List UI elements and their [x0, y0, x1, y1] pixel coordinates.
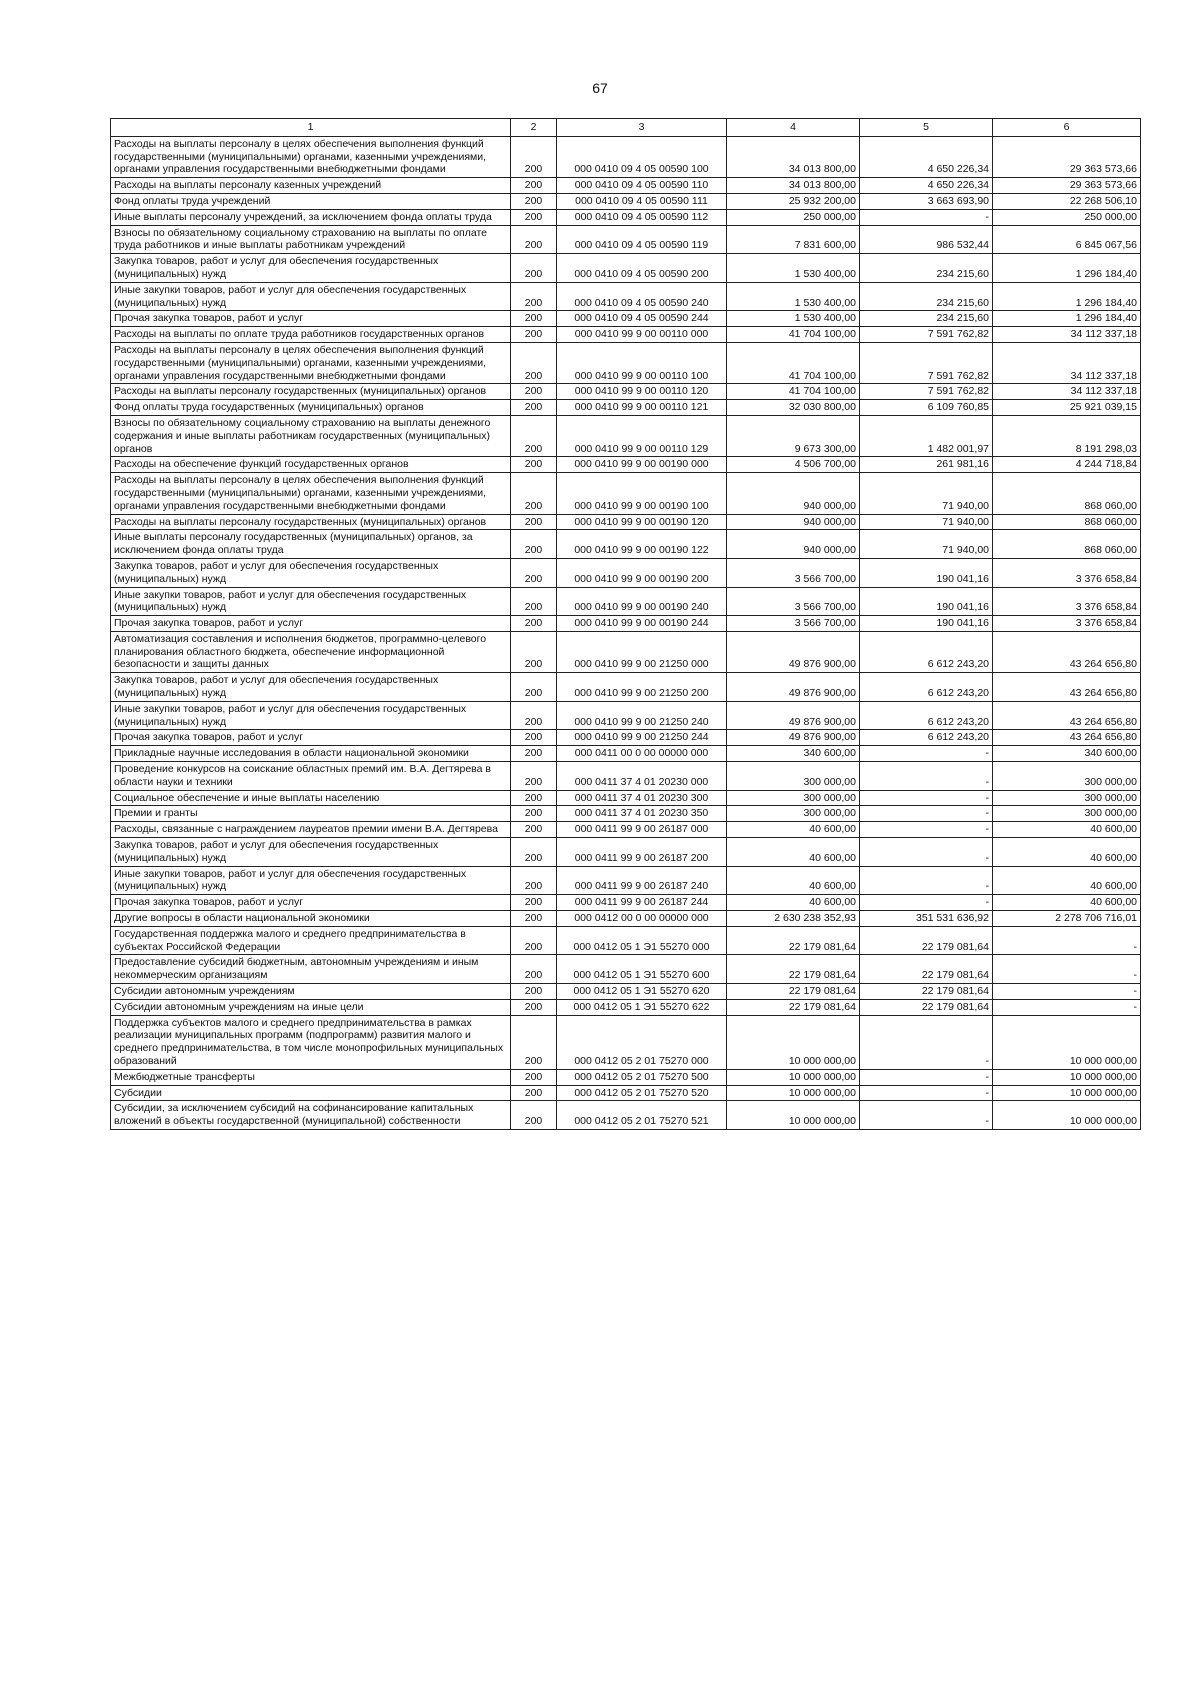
- row-executed-cell: -: [860, 1015, 993, 1069]
- column-header-3: 3: [557, 119, 727, 137]
- row-line-code-cell: 200: [511, 136, 557, 177]
- row-executed-cell: 234 215,60: [860, 254, 993, 283]
- row-executed-cell: 190 041,16: [860, 616, 993, 632]
- row-unexecuted-cell: 43 264 656,80: [993, 631, 1141, 672]
- table-row: [111, 895, 1141, 911]
- row-name-cell: Прочая закупка товаров, работ и услуг: [111, 895, 511, 911]
- row-approved-cell: 1 530 400,00: [727, 254, 860, 283]
- row-approved-cell: 41 704 100,00: [727, 327, 860, 343]
- row-line-code-cell: 200: [511, 1015, 557, 1069]
- row-budget-code-cell: 000 0412 05 2 01 75270 520: [557, 1085, 727, 1101]
- row-unexecuted-cell: -: [993, 984, 1141, 1000]
- row-budget-code-cell: 000 0412 05 1 Э1 55270 620: [557, 984, 727, 1000]
- row-unexecuted-cell: 3 376 658,84: [993, 587, 1141, 616]
- row-approved-cell: 10 000 000,00: [727, 1069, 860, 1085]
- row-name-cell: Прочая закупка товаров, работ и услуг: [111, 730, 511, 746]
- row-line-code-cell: 200: [511, 822, 557, 838]
- row-line-code-cell: 200: [511, 415, 557, 456]
- table-row: [111, 136, 1141, 177]
- row-line-code-cell: 200: [511, 400, 557, 416]
- row-budget-code-cell: 000 0410 09 4 05 00590 240: [557, 282, 727, 311]
- row-approved-cell: 10 000 000,00: [727, 1085, 860, 1101]
- row-approved-cell: 940 000,00: [727, 473, 860, 514]
- row-unexecuted-cell: 43 264 656,80: [993, 701, 1141, 730]
- row-name-cell: Субсидии: [111, 1085, 511, 1101]
- row-unexecuted-cell: 25 921 039,15: [993, 400, 1141, 416]
- row-budget-code-cell: 000 0411 99 9 00 26187 000: [557, 822, 727, 838]
- row-executed-cell: 986 532,44: [860, 225, 993, 254]
- row-line-code-cell: 200: [511, 926, 557, 955]
- row-unexecuted-cell: 40 600,00: [993, 895, 1141, 911]
- row-budget-code-cell: 000 0411 37 4 01 20230 000: [557, 762, 727, 791]
- row-executed-cell: 7 591 762,82: [860, 342, 993, 383]
- row-executed-cell: 7 591 762,82: [860, 384, 993, 400]
- table-row: [111, 701, 1141, 730]
- row-budget-code-cell: 000 0410 99 9 00 00190 200: [557, 558, 727, 587]
- table-row: [111, 806, 1141, 822]
- row-unexecuted-cell: 4 244 718,84: [993, 457, 1141, 473]
- row-line-code-cell: 200: [511, 616, 557, 632]
- row-name-cell: Расходы на выплаты персоналу в целях обеспечения выполнения функций государственными (муниципальными) органами, казенными учреждениями, органами управления государственными внебюджетными фондами: [111, 136, 511, 177]
- row-line-code-cell: 200: [511, 984, 557, 1000]
- row-line-code-cell: 200: [511, 327, 557, 343]
- row-line-code-cell: 200: [511, 1085, 557, 1101]
- row-unexecuted-cell: 3 376 658,84: [993, 616, 1141, 632]
- row-name-cell: Фонд оплаты труда учреждений: [111, 193, 511, 209]
- table-row: [111, 473, 1141, 514]
- row-executed-cell: 22 179 081,64: [860, 955, 993, 984]
- row-name-cell: Субсидии автономным учреждениям на иные цели: [111, 999, 511, 1015]
- row-line-code-cell: 200: [511, 473, 557, 514]
- row-unexecuted-cell: 34 112 337,18: [993, 342, 1141, 383]
- row-budget-code-cell: 000 0410 09 4 05 00590 111: [557, 193, 727, 209]
- row-approved-cell: 1 530 400,00: [727, 311, 860, 327]
- row-unexecuted-cell: 34 112 337,18: [993, 327, 1141, 343]
- row-unexecuted-cell: 40 600,00: [993, 866, 1141, 895]
- row-approved-cell: 1 530 400,00: [727, 282, 860, 311]
- row-approved-cell: 49 876 900,00: [727, 701, 860, 730]
- row-approved-cell: 34 013 800,00: [727, 136, 860, 177]
- row-unexecuted-cell: 10 000 000,00: [993, 1101, 1141, 1130]
- row-executed-cell: -: [860, 746, 993, 762]
- row-unexecuted-cell: 300 000,00: [993, 762, 1141, 791]
- row-line-code-cell: 200: [511, 558, 557, 587]
- row-name-cell: Расходы на выплаты персоналу в целях обеспечения выполнения функций государственными (муниципальными) органами, казенными учреждениями, органами управления государственными внебюджетными фондами: [111, 473, 511, 514]
- row-budget-code-cell: 000 0410 99 9 00 00190 000: [557, 457, 727, 473]
- table-row: [111, 984, 1141, 1000]
- row-name-cell: Прикладные научные исследования в области национальной экономики: [111, 746, 511, 762]
- row-executed-cell: 22 179 081,64: [860, 999, 993, 1015]
- row-approved-cell: 34 013 800,00: [727, 178, 860, 194]
- table-row: [111, 1015, 1141, 1069]
- row-budget-code-cell: 000 0410 09 4 05 00590 200: [557, 254, 727, 283]
- row-name-cell: Прочая закупка товаров, работ и услуг: [111, 311, 511, 327]
- table-row: [111, 1085, 1141, 1101]
- row-line-code-cell: 200: [511, 342, 557, 383]
- row-line-code-cell: 200: [511, 838, 557, 867]
- row-line-code-cell: 200: [511, 457, 557, 473]
- row-approved-cell: 10 000 000,00: [727, 1101, 860, 1130]
- row-approved-cell: 2 630 238 352,93: [727, 911, 860, 927]
- row-name-cell: Фонд оплаты труда государственных (муниципальных) органов: [111, 400, 511, 416]
- row-approved-cell: 22 179 081,64: [727, 984, 860, 1000]
- row-executed-cell: 4 650 226,34: [860, 178, 993, 194]
- table-row: [111, 1101, 1141, 1130]
- row-executed-cell: 190 041,16: [860, 558, 993, 587]
- row-unexecuted-cell: 40 600,00: [993, 822, 1141, 838]
- table-row: [111, 1069, 1141, 1085]
- row-approved-cell: 49 876 900,00: [727, 730, 860, 746]
- row-line-code-cell: 200: [511, 225, 557, 254]
- row-budget-code-cell: 000 0410 99 9 00 00110 129: [557, 415, 727, 456]
- row-line-code-cell: 200: [511, 730, 557, 746]
- row-unexecuted-cell: 300 000,00: [993, 806, 1141, 822]
- row-unexecuted-cell: 868 060,00: [993, 514, 1141, 530]
- row-unexecuted-cell: -: [993, 926, 1141, 955]
- row-line-code-cell: 200: [511, 911, 557, 927]
- row-executed-cell: 4 650 226,34: [860, 136, 993, 177]
- row-line-code-cell: 200: [511, 790, 557, 806]
- table-row: [111, 327, 1141, 343]
- row-executed-cell: 1 482 001,97: [860, 415, 993, 456]
- row-executed-cell: 6 109 760,85: [860, 400, 993, 416]
- row-name-cell: Иные выплаты персоналу учреждений, за исключением фонда оплаты труда: [111, 209, 511, 225]
- row-unexecuted-cell: 250 000,00: [993, 209, 1141, 225]
- row-executed-cell: -: [860, 838, 993, 867]
- row-unexecuted-cell: 1 296 184,40: [993, 311, 1141, 327]
- row-executed-cell: 6 612 243,20: [860, 730, 993, 746]
- row-name-cell: Расходы на выплаты персоналу государственных (муниципальных) органов: [111, 514, 511, 530]
- row-unexecuted-cell: 40 600,00: [993, 838, 1141, 867]
- table-row: [111, 514, 1141, 530]
- row-budget-code-cell: 000 0410 99 9 00 00110 121: [557, 400, 727, 416]
- row-name-cell: Расходы на выплаты по оплате труда работников государственных органов: [111, 327, 511, 343]
- row-name-cell: Проведение конкурсов на соискание областных премий им. В.А. Дегтярева в области науки и техники: [111, 762, 511, 791]
- row-budget-code-cell: 000 0410 99 9 00 00190 100: [557, 473, 727, 514]
- row-approved-cell: 22 179 081,64: [727, 926, 860, 955]
- row-approved-cell: 940 000,00: [727, 530, 860, 559]
- row-approved-cell: 340 600,00: [727, 746, 860, 762]
- table-row: [111, 587, 1141, 616]
- row-name-cell: Иные выплаты персоналу государственных (муниципальных) органов, за исключением фонда оплаты труда: [111, 530, 511, 559]
- row-unexecuted-cell: 43 264 656,80: [993, 673, 1141, 702]
- row-unexecuted-cell: 868 060,00: [993, 473, 1141, 514]
- column-header-6: 6: [993, 119, 1141, 137]
- row-name-cell: Расходы, связанные с награждением лауреатов премии имени В.А. Дегтярева: [111, 822, 511, 838]
- table-row: [111, 254, 1141, 283]
- row-unexecuted-cell: 29 363 573,66: [993, 136, 1141, 177]
- row-approved-cell: 32 030 800,00: [727, 400, 860, 416]
- table-row: [111, 384, 1141, 400]
- row-budget-code-cell: 000 0410 99 9 00 00190 122: [557, 530, 727, 559]
- row-line-code-cell: 200: [511, 701, 557, 730]
- table-row: [111, 209, 1141, 225]
- row-budget-code-cell: 000 0411 99 9 00 26187 244: [557, 895, 727, 911]
- row-executed-cell: 261 981,16: [860, 457, 993, 473]
- row-line-code-cell: 200: [511, 530, 557, 559]
- row-executed-cell: -: [860, 822, 993, 838]
- row-approved-cell: 7 831 600,00: [727, 225, 860, 254]
- row-budget-code-cell: 000 0410 09 4 05 00590 244: [557, 311, 727, 327]
- table-row: [111, 631, 1141, 672]
- row-unexecuted-cell: 1 296 184,40: [993, 254, 1141, 283]
- row-name-cell: Закупка товаров, работ и услуг для обеспечения государственных (муниципальных) нужд: [111, 673, 511, 702]
- row-approved-cell: 300 000,00: [727, 762, 860, 791]
- row-executed-cell: -: [860, 1069, 993, 1085]
- column-header-5: 5: [860, 119, 993, 137]
- table-row: [111, 225, 1141, 254]
- row-name-cell: Расходы на выплаты персоналу казенных учреждений: [111, 178, 511, 194]
- row-name-cell: Межбюджетные трансферты: [111, 1069, 511, 1085]
- row-budget-code-cell: 000 0412 05 2 01 75270 000: [557, 1015, 727, 1069]
- row-budget-code-cell: 000 0410 99 9 00 21250 244: [557, 730, 727, 746]
- row-name-cell: Автоматизация составления и исполнения бюджетов, программно-целевого планирования областного бюджета, обеспечение информационной безопасности и защиты данных: [111, 631, 511, 672]
- table-row: [111, 955, 1141, 984]
- table-row: [111, 822, 1141, 838]
- row-executed-cell: 22 179 081,64: [860, 984, 993, 1000]
- row-unexecuted-cell: 6 845 067,56: [993, 225, 1141, 254]
- row-budget-code-cell: 000 0412 05 2 01 75270 500: [557, 1069, 727, 1085]
- row-line-code-cell: 200: [511, 762, 557, 791]
- column-header-1: 1: [111, 119, 511, 137]
- row-line-code-cell: 200: [511, 587, 557, 616]
- row-executed-cell: -: [860, 806, 993, 822]
- table-row: [111, 415, 1141, 456]
- row-approved-cell: 4 506 700,00: [727, 457, 860, 473]
- row-approved-cell: 22 179 081,64: [727, 999, 860, 1015]
- row-budget-code-cell: 000 0410 99 9 00 00110 000: [557, 327, 727, 343]
- row-budget-code-cell: 000 0411 37 4 01 20230 350: [557, 806, 727, 822]
- row-line-code-cell: 200: [511, 209, 557, 225]
- row-name-cell: Закупка товаров, работ и услуг для обеспечения государственных (муниципальных) нужд: [111, 254, 511, 283]
- row-approved-cell: 300 000,00: [727, 806, 860, 822]
- row-executed-cell: 71 940,00: [860, 514, 993, 530]
- table-row: [111, 746, 1141, 762]
- row-unexecuted-cell: -: [993, 955, 1141, 984]
- row-unexecuted-cell: 10 000 000,00: [993, 1069, 1141, 1085]
- row-unexecuted-cell: 3 376 658,84: [993, 558, 1141, 587]
- row-line-code-cell: 200: [511, 673, 557, 702]
- row-name-cell: Взносы по обязательному социальному страхованию на выплаты денежного содержания и иные выплаты работникам государственных (муниципальных) органов: [111, 415, 511, 456]
- row-budget-code-cell: 000 0410 09 4 05 00590 110: [557, 178, 727, 194]
- row-name-cell: Расходы на выплаты персоналу государственных (муниципальных) органов: [111, 384, 511, 400]
- table-row: [111, 530, 1141, 559]
- row-executed-cell: 6 612 243,20: [860, 631, 993, 672]
- row-executed-cell: 71 940,00: [860, 530, 993, 559]
- row-executed-cell: -: [860, 895, 993, 911]
- table-row: [111, 673, 1141, 702]
- table-row: [111, 866, 1141, 895]
- row-budget-code-cell: 000 0410 99 9 00 00190 120: [557, 514, 727, 530]
- row-budget-code-cell: 000 0410 99 9 00 00190 240: [557, 587, 727, 616]
- row-budget-code-cell: 000 0410 99 9 00 21250 200: [557, 673, 727, 702]
- row-unexecuted-cell: 10 000 000,00: [993, 1085, 1141, 1101]
- table-row: [111, 730, 1141, 746]
- row-approved-cell: 940 000,00: [727, 514, 860, 530]
- row-executed-cell: -: [860, 209, 993, 225]
- row-approved-cell: 300 000,00: [727, 790, 860, 806]
- table-row: [111, 282, 1141, 311]
- row-name-cell: Социальное обеспечение и иные выплаты населению: [111, 790, 511, 806]
- row-approved-cell: 41 704 100,00: [727, 342, 860, 383]
- row-executed-cell: 234 215,60: [860, 311, 993, 327]
- row-budget-code-cell: 000 0410 09 4 05 00590 119: [557, 225, 727, 254]
- row-line-code-cell: 200: [511, 193, 557, 209]
- table-row: [111, 926, 1141, 955]
- row-line-code-cell: 200: [511, 514, 557, 530]
- table-row: [111, 790, 1141, 806]
- column-header-2: 2: [511, 119, 557, 137]
- row-approved-cell: 3 566 700,00: [727, 587, 860, 616]
- row-name-cell: Иные закупки товаров, работ и услуг для обеспечения государственных (муниципальных) нужд: [111, 587, 511, 616]
- row-approved-cell: 3 566 700,00: [727, 558, 860, 587]
- row-unexecuted-cell: 2 278 706 716,01: [993, 911, 1141, 927]
- table-row: [111, 911, 1141, 927]
- table-row: [111, 457, 1141, 473]
- row-line-code-cell: 200: [511, 311, 557, 327]
- row-approved-cell: 40 600,00: [727, 838, 860, 867]
- table-body: [111, 136, 1141, 1129]
- row-name-cell: Субсидии автономным учреждениям: [111, 984, 511, 1000]
- row-approved-cell: 3 566 700,00: [727, 616, 860, 632]
- table-row: [111, 178, 1141, 194]
- row-unexecuted-cell: 340 600,00: [993, 746, 1141, 762]
- row-line-code-cell: 200: [511, 1069, 557, 1085]
- row-unexecuted-cell: 43 264 656,80: [993, 730, 1141, 746]
- row-name-cell: Иные закупки товаров, работ и услуг для обеспечения государственных (муниципальных) нужд: [111, 282, 511, 311]
- row-budget-code-cell: 000 0410 99 9 00 00110 100: [557, 342, 727, 383]
- table-row: [111, 999, 1141, 1015]
- row-line-code-cell: 200: [511, 384, 557, 400]
- row-line-code-cell: 200: [511, 806, 557, 822]
- row-budget-code-cell: 000 0410 09 4 05 00590 100: [557, 136, 727, 177]
- row-approved-cell: 10 000 000,00: [727, 1015, 860, 1069]
- row-approved-cell: 25 932 200,00: [727, 193, 860, 209]
- row-unexecuted-cell: -: [993, 999, 1141, 1015]
- row-executed-cell: 6 612 243,20: [860, 701, 993, 730]
- table-row: [111, 400, 1141, 416]
- row-budget-code-cell: 000 0412 05 2 01 75270 521: [557, 1101, 727, 1130]
- row-line-code-cell: 200: [511, 999, 557, 1015]
- row-executed-cell: 234 215,60: [860, 282, 993, 311]
- row-name-cell: Государственная поддержка малого и среднего предпринимательства в субъектах Российской Федерации: [111, 926, 511, 955]
- table-row: [111, 311, 1141, 327]
- row-line-code-cell: 200: [511, 746, 557, 762]
- row-name-cell: Расходы на обеспечение функций государственных органов: [111, 457, 511, 473]
- row-unexecuted-cell: 868 060,00: [993, 530, 1141, 559]
- row-line-code-cell: 200: [511, 1101, 557, 1130]
- row-name-cell: Премии и гранты: [111, 806, 511, 822]
- row-budget-code-cell: 000 0410 99 9 00 21250 000: [557, 631, 727, 672]
- table-row: [111, 838, 1141, 867]
- row-name-cell: Прочая закупка товаров, работ и услуг: [111, 616, 511, 632]
- row-approved-cell: 22 179 081,64: [727, 955, 860, 984]
- row-approved-cell: 250 000,00: [727, 209, 860, 225]
- row-executed-cell: -: [860, 1085, 993, 1101]
- row-approved-cell: 49 876 900,00: [727, 631, 860, 672]
- row-unexecuted-cell: 1 296 184,40: [993, 282, 1141, 311]
- row-name-cell: Предоставление субсидий бюджетным, автономным учреждениям и иным некоммерческим организациям: [111, 955, 511, 984]
- table-row: [111, 762, 1141, 791]
- column-header-4: 4: [727, 119, 860, 137]
- row-budget-code-cell: 000 0411 37 4 01 20230 300: [557, 790, 727, 806]
- row-name-cell: Закупка товаров, работ и услуг для обеспечения государственных (муниципальных) нужд: [111, 838, 511, 867]
- row-name-cell: Иные закупки товаров, работ и услуг для обеспечения государственных (муниципальных) нужд: [111, 866, 511, 895]
- row-approved-cell: 40 600,00: [727, 866, 860, 895]
- row-line-code-cell: 200: [511, 955, 557, 984]
- row-approved-cell: 49 876 900,00: [727, 673, 860, 702]
- row-line-code-cell: 200: [511, 895, 557, 911]
- row-budget-code-cell: 000 0412 00 0 00 00000 000: [557, 911, 727, 927]
- row-executed-cell: 190 041,16: [860, 587, 993, 616]
- row-line-code-cell: 200: [511, 282, 557, 311]
- row-budget-code-cell: 000 0412 05 1 Э1 55270 000: [557, 926, 727, 955]
- row-name-cell: Закупка товаров, работ и услуг для обеспечения государственных (муниципальных) нужд: [111, 558, 511, 587]
- row-budget-code-cell: 000 0411 99 9 00 26187 240: [557, 866, 727, 895]
- row-executed-cell: -: [860, 866, 993, 895]
- row-unexecuted-cell: 34 112 337,18: [993, 384, 1141, 400]
- row-approved-cell: 40 600,00: [727, 822, 860, 838]
- row-budget-code-cell: 000 0411 00 0 00 00000 000: [557, 746, 727, 762]
- row-name-cell: Поддержка субъектов малого и среднего предпринимательства в рамках реализации муниципальных программ (подпрограмм) развития малого и среднего предпринимательства, в том числе монопрофильных муниципальных образований: [111, 1015, 511, 1069]
- row-executed-cell: 7 591 762,82: [860, 327, 993, 343]
- row-budget-code-cell: 000 0412 05 1 Э1 55270 622: [557, 999, 727, 1015]
- row-approved-cell: 41 704 100,00: [727, 384, 860, 400]
- row-executed-cell: 22 179 081,64: [860, 926, 993, 955]
- table-row: [111, 558, 1141, 587]
- row-budget-code-cell: 000 0410 99 9 00 21250 240: [557, 701, 727, 730]
- row-executed-cell: 6 612 243,20: [860, 673, 993, 702]
- page-number: 67: [592, 80, 608, 96]
- budget-execution-table: [110, 118, 1141, 1130]
- row-budget-code-cell: 000 0412 05 1 Э1 55270 600: [557, 955, 727, 984]
- row-line-code-cell: 200: [511, 631, 557, 672]
- row-name-cell: Субсидии, за исключением субсидий на софинансирование капитальных вложений в объекты государственной (муниципальной) собственности: [111, 1101, 511, 1130]
- row-budget-code-cell: 000 0411 99 9 00 26187 200: [557, 838, 727, 867]
- table-row: [111, 193, 1141, 209]
- row-executed-cell: -: [860, 1101, 993, 1130]
- row-budget-code-cell: 000 0410 99 9 00 00190 244: [557, 616, 727, 632]
- row-unexecuted-cell: 10 000 000,00: [993, 1015, 1141, 1069]
- row-executed-cell: 3 663 693,90: [860, 193, 993, 209]
- row-executed-cell: -: [860, 790, 993, 806]
- row-approved-cell: 40 600,00: [727, 895, 860, 911]
- row-line-code-cell: 200: [511, 178, 557, 194]
- row-name-cell: Другие вопросы в области национальной экономики: [111, 911, 511, 927]
- row-line-code-cell: 200: [511, 254, 557, 283]
- row-approved-cell: 9 673 300,00: [727, 415, 860, 456]
- row-executed-cell: 71 940,00: [860, 473, 993, 514]
- row-budget-code-cell: 000 0410 99 9 00 00110 120: [557, 384, 727, 400]
- row-executed-cell: -: [860, 762, 993, 791]
- row-name-cell: Расходы на выплаты персоналу в целях обеспечения выполнения функций государственными (муниципальными) органами, казенными учреждениями, органами управления государственными внебюджетными фондами: [111, 342, 511, 383]
- column-number-header-row: [111, 119, 1141, 137]
- row-executed-cell: 351 531 636,92: [860, 911, 993, 927]
- row-unexecuted-cell: 22 268 506,10: [993, 193, 1141, 209]
- row-budget-code-cell: 000 0410 09 4 05 00590 112: [557, 209, 727, 225]
- row-name-cell: Иные закупки товаров, работ и услуг для обеспечения государственных (муниципальных) нужд: [111, 701, 511, 730]
- row-unexecuted-cell: 8 191 298,03: [993, 415, 1141, 456]
- row-unexecuted-cell: 300 000,00: [993, 790, 1141, 806]
- row-name-cell: Взносы по обязательному социальному страхованию на выплаты по оплате труда работников и иные выплаты работникам учреждений: [111, 225, 511, 254]
- table-row: [111, 616, 1141, 632]
- row-line-code-cell: 200: [511, 866, 557, 895]
- table-row: [111, 342, 1141, 383]
- row-unexecuted-cell: 29 363 573,66: [993, 178, 1141, 194]
